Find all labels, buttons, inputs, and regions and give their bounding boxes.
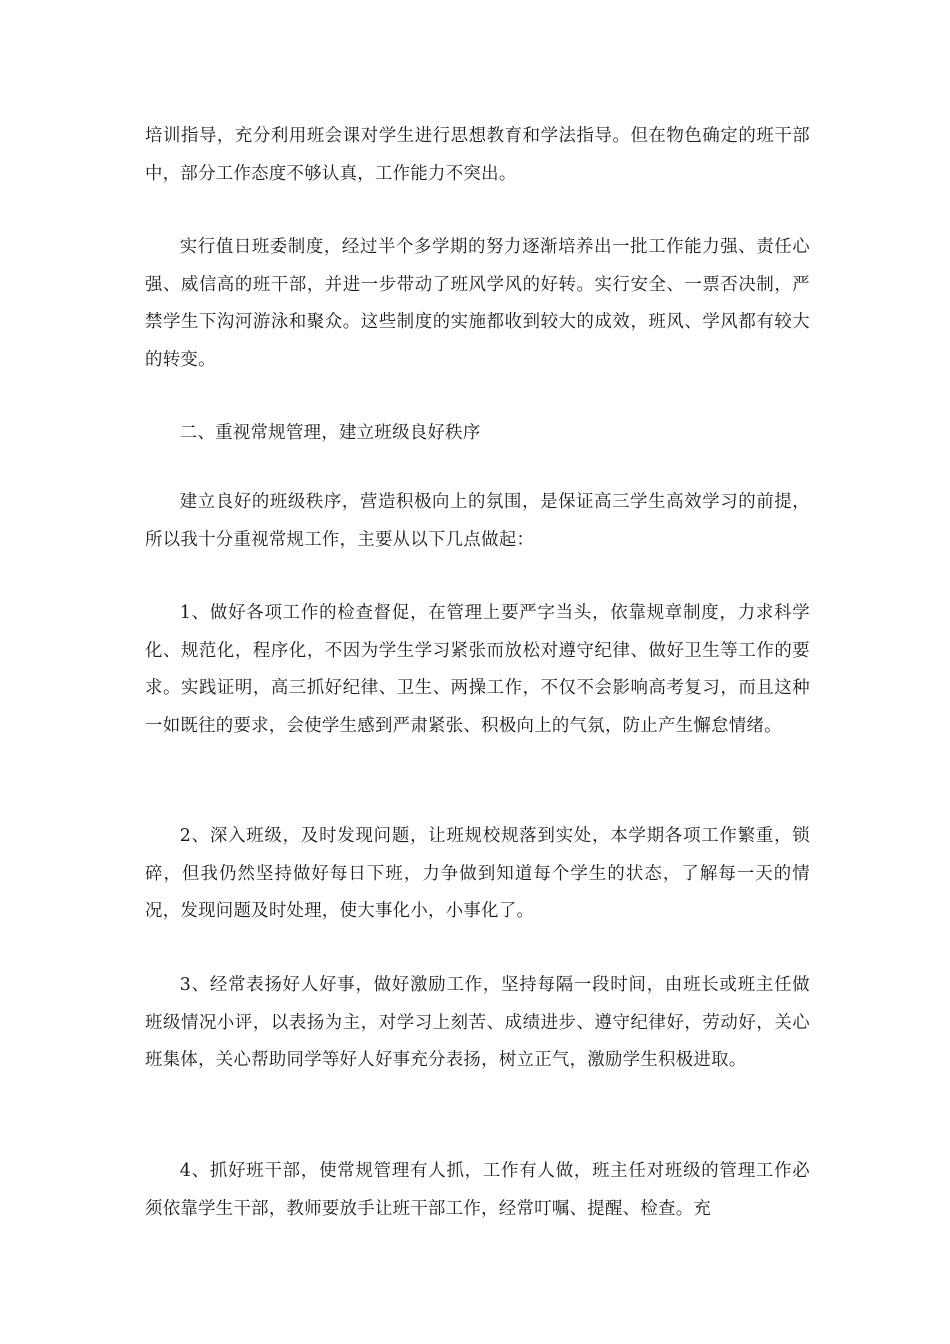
paragraph-continued-training: 培训指导，充分利用班会课对学生进行思想教育和学法指导。但在物色确定的班干部中，部分工作态度不够认真，工作能力不突出。 [145,126,810,184]
list-item-2-go-deep: 2、深入班级，及时发现问题，让班规校规落到实处，本学期各项工作繁重，锁碎，但我仍然坚持做好每日下班，力争做到知道每个学生的状态，了解每一天的情况，发现问题及时处理，使大事化小，小事化了。 [145,826,810,921]
section-heading-routine-management: 二、重视常规管理，建立班级良好秩序 [179,423,481,443]
paragraph-class-order: 建立良好的班级秩序，营造积极向上的氛围，是保证高三学生高效学习的前提，所以我十分重视常规工作，主要从以下几点做起： [145,492,810,550]
paragraph-duty-committee: 实行值日班委制度，经过半个多学期的努力逐渐培养出一批工作能力强、责任心强、威信高的班干部，并进一步带动了班风学风的好转。实行安全、一票否决制，严禁学生下沟河游泳和聚众。这些制度的实施都收到较大的成效，班风、学风都有较大的转变。 [145,237,810,370]
list-item-3-praise: 3、经常表扬好人好事，做好激励工作，坚持每隔一段时间，由班长或班主任做班级情况小评，以表扬为主，对学习上刻苦、成绩进步、遵守纪律好，劳动好，关心班集体，关心帮助同学等好人好事充分表扬，树立正气，激励学生积极进取。 [145,975,810,1070]
list-item-1-supervision: 1、做好各项工作的检查督促，在管理上要严字当头，依靠规章制度，力求科学化、规范化，程序化，不因为学生学习紧张而放松对遵守纪律、做好卫生等工作的要求。实践证明，高三抓好纪律、卫生、两操工作，不仅不会影响高考复习，而且这种一如既往的要求，会使学生感到严肃紧张、积极向上的气氛，防止产生懈怠情绪。 [145,603,810,736]
list-item-4-class-cadres: 4、抓好班干部，使常规管理有人抓，工作有人做，班主任对班级的管理工作必须依靠学生干部，教师要放手让班干部工作，经常叮嘱、提醒、检查。充 [145,1161,810,1219]
